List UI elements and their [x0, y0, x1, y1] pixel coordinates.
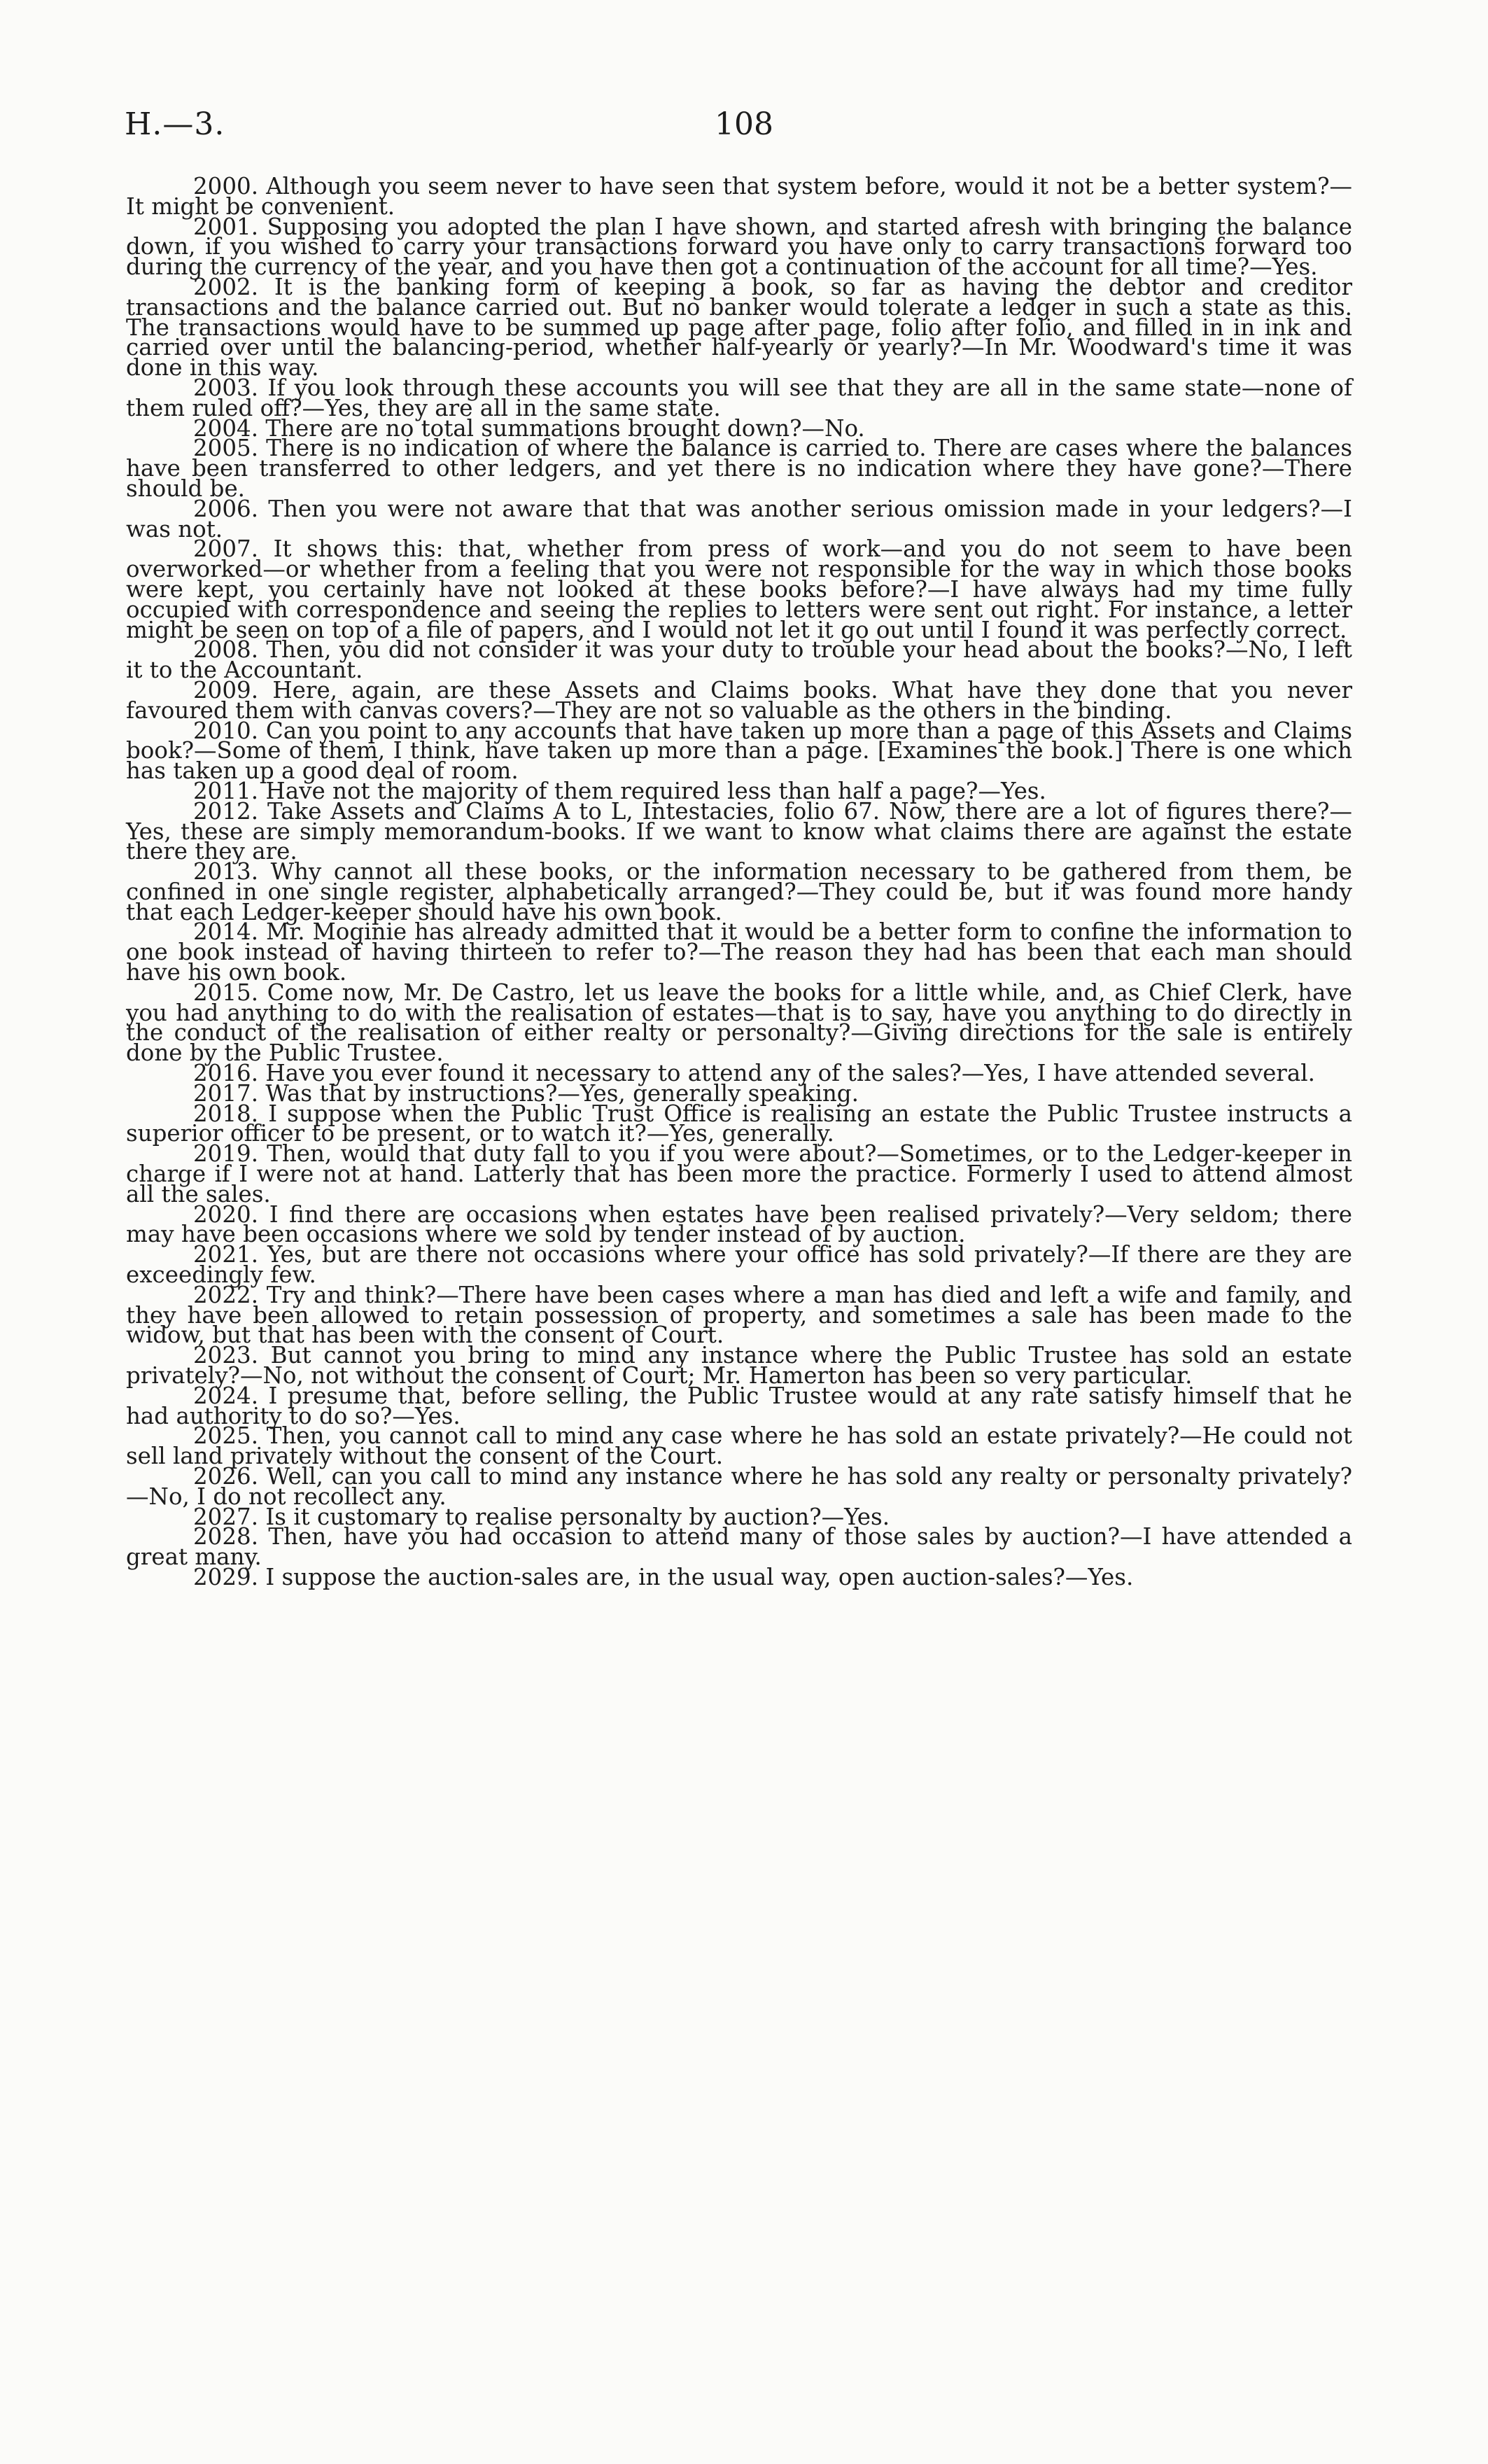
- paragraph: 2010. Can you point to any accounts that have taken up more than a page of this Assets and Claims book?—Some of them, I think, have taken up more than a page. [Examines the book.] There is one which has taken up a good deal of room.: [126, 717, 1352, 785]
- paragraph: 2028. Then, have you had occasion to attend many of those sales by auction?—I have attended a great many.: [126, 1523, 1352, 1571]
- paragraph: 2013. Why cannot all these books, or the information necessary to be gathered from them, be confined in one single register, alphabetically arranged?—They could be, but it was found more handy that each Ledger-keeper should have his own book.: [126, 858, 1352, 925]
- paragraph: 2006. Then you were not aware that that was another serious omission made in your ledgers?—I was not.: [126, 495, 1352, 542]
- paragraph: 2000. Although you seem never to have seen that system before, would it not be a better system?—It might be convenient.: [126, 173, 1352, 220]
- paragraph: 2003. If you look through these accounts you will see that they are all in the same state—none of them ruled off?—Yes, they are all in the same state.: [126, 374, 1352, 421]
- paragraph: 2002. It is the banking form of keeping a book, so far as having the debtor and creditor transactions and the balance carried out. But no banker would tolerate a ledger in such a state as this. The transactions would have to be summed up page after page, folio after folio, and filled in in ink and carried over until the balancing-period, whether half-yearly or yearly?—In Mr. Woodward's time it was done in this way.: [126, 273, 1352, 382]
- paragraph: 2012. Take Assets and Claims A to L, Intestacies, folio 67. Now, there are a lot of figures there?—Yes, these are simply memorandum-books. If we want to know what claims there are against the estate there they are.: [126, 797, 1352, 865]
- page-number: 108: [715, 106, 773, 142]
- paragraph: 2016. Have you ever found it necessary to attend any of the sales?—Yes, I have attended several.: [193, 1060, 1315, 1087]
- paragraph: 2019. Then, would that duty fall to you if you were about?—Sometimes, or to the Ledger-keeper in charge if I were not at hand. Latterly that has been more the practice. Formerly I used to attend almost all the sales.: [126, 1140, 1352, 1208]
- evidence-text: [126, 173, 1352, 1590]
- paragraph: 2025. Then, you cannot call to mind any case where he has sold an estate privately?—He could not sell land privately without the consent of the Court.: [126, 1422, 1352, 1470]
- paragraph: 2008. Then, you did not consider it was your duty to trouble your head about the books?—No, I left it to the Accountant.: [126, 636, 1352, 684]
- paragraph: 2011. Have not the majority of them required less than half a page?—Yes.: [193, 777, 1046, 804]
- paragraph: 2005. There is no indication of where the balance is carried to. There are cases where the balances have been transferred to other ledgers, and yet there is no indication where they have gone?—There should be.: [126, 435, 1352, 502]
- paragraph: 2029. I suppose the auction-sales are, in the usual way, open auction-sales?—Yes.: [193, 1563, 1134, 1590]
- paragraph: 2001. Supposing you adopted the plan I have shown, and started afresh with bringing the balance down, if you wished to carry your transactions forward you have only to carry transactions forward too during the currency of the year, and you have then got a continuation of the account for all time?—Yes.: [126, 213, 1352, 281]
- page-header: [0, 106, 1488, 148]
- paragraph: 2004. There are no total summations brought down?—No.: [193, 414, 865, 442]
- paragraph: 2027. Is it customary to realise personalty by auction?—Yes.: [193, 1503, 890, 1530]
- paragraph: 2007. It shows this: that, whether from press of work—and you do not seem to have been overworked—or whether from a feeling that you were not responsible for the way in which those books were kept, you certainly have not looked at these books before?—I have always had my time fully occupied with correspondence and seeing the replies to letters were sent out right. For instance, a letter might be seen on top of a file of papers, and I would not let it go out until I found it was perfectly correct.: [126, 536, 1352, 643]
- paragraph: 2015. Come now, Mr. De Castro, let us leave the books for a little while, and, as Chief Clerk, have you had anything to do with the realisation of estates—that is to say, have you anything to do directly in the conduct of the realisation of either realty or personalty?—Giving directions for the sale is entirely done by the Public Trustee.: [126, 979, 1352, 1067]
- document-reference: H.—3.: [125, 106, 225, 142]
- paragraph: 2014. Mr. Moginie has already admitted that it would be a better form to confine the information to one book instead of having thirteen to refer to?—The reason they had has been that each man should have his own book.: [126, 918, 1352, 986]
- paragraph: 2023. But cannot you bring to mind any instance where the Public Trustee has sold an estate privately?—No, not without the consent of Court; Mr. Hamerton has been so very particular.: [126, 1342, 1352, 1390]
- paragraph: 2026. Well, can you call to mind any instance where he has sold any realty or personalty privately?—No, I do not recollect any.: [126, 1463, 1352, 1510]
- paragraph: 2022. Try and think?—There have been cases where a man has died and left a wife and family, and they have been allowed to retain possession of property, and sometimes a sale has been made to the widow, but that has been with the consent of Court.: [126, 1281, 1352, 1349]
- paragraph: 2017. Was that by instructions?—Yes, generally speaking.: [193, 1079, 859, 1107]
- paragraph: 2020. I find there are occasions when estates have been realised privately?—Very seldom; there may have been occasions where we sold by tender instead of by auction.: [126, 1200, 1352, 1248]
- paragraph: 2009. Here, again, are these Assets and Claims books. What have they done that you never favoured them with canvas covers?—They are not so valuable as the others in the binding.: [126, 676, 1352, 724]
- paragraph: 2021. Yes, but are there not occasions where your office has sold privately?—If there are they are exceedingly few.: [126, 1241, 1352, 1289]
- paragraph: 2018. I suppose when the Public Trust Office is realising an estate the Public Trustee instructs a superior officer to be present, or to watch it?—Yes, generally.: [126, 1100, 1352, 1147]
- paragraph: 2024. I presume that, before selling, the Public Trustee would at any rate satisfy himself that he had authority to do so?—Yes.: [126, 1382, 1352, 1429]
